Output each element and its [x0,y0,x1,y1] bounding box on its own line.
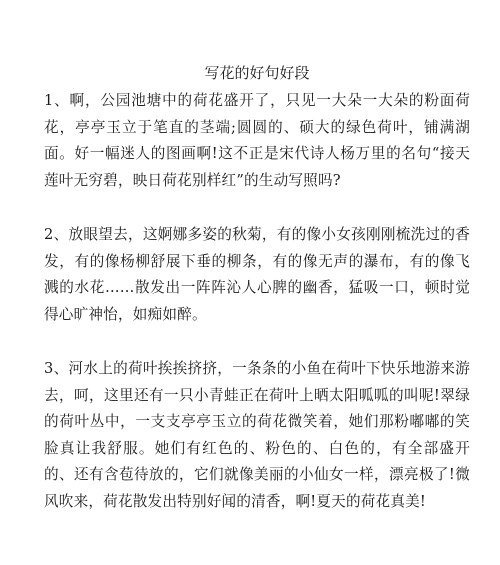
paragraph-3: 3、河水上的荷叶挨挨挤挤，一条条的小鱼在荷叶下快乐地游来游去，呵，这里还有一只小青蛙正在荷叶上晒太阳呱呱的叫呢!翠绿的荷叶丛中，一支支亭亭玉立的荷花微笑着，她们那粉嘟嘟的笑脸真让我舒服。她们有红色的、粉色的、白色的，有全部盛开的、还有含苞待放的，它们就像美丽的小仙女一样，漂亮极了!微风吹来，荷花散发出特别好闻的清香，啊!夏天的荷花真美! [44,360,470,510]
paragraph-2: 2、放眼望去，这婀娜多姿的秋菊，有的像小女孩刚刚梳洗过的香发，有的像杨柳舒展下垂的柳条，有的像无声的瀑布，有的像飞溅的水花……散发出一阵阵沁人心脾的幽香，猛吸一口，顿时觉得心旷神怡，如痴如醉。 [44,226,470,323]
document-title: 写花的好句好段 [204,64,310,82]
paragraph-spacer [44,194,470,222]
paragraph-spacer [44,328,470,356]
paragraph-1: 1、啊，公园池塘中的荷花盛开了，只见一大朵一大朵的粉面荷花，亭亭玉立于笔直的茎端;圆圆的、硕大的绿色荷叶，铺满湖面。好一幅迷人的图画啊!这不正是宋代诗人杨万里的名句“接天莲叶无穷碧，映日荷花别样红”的生动写照吗? [44,92,470,189]
